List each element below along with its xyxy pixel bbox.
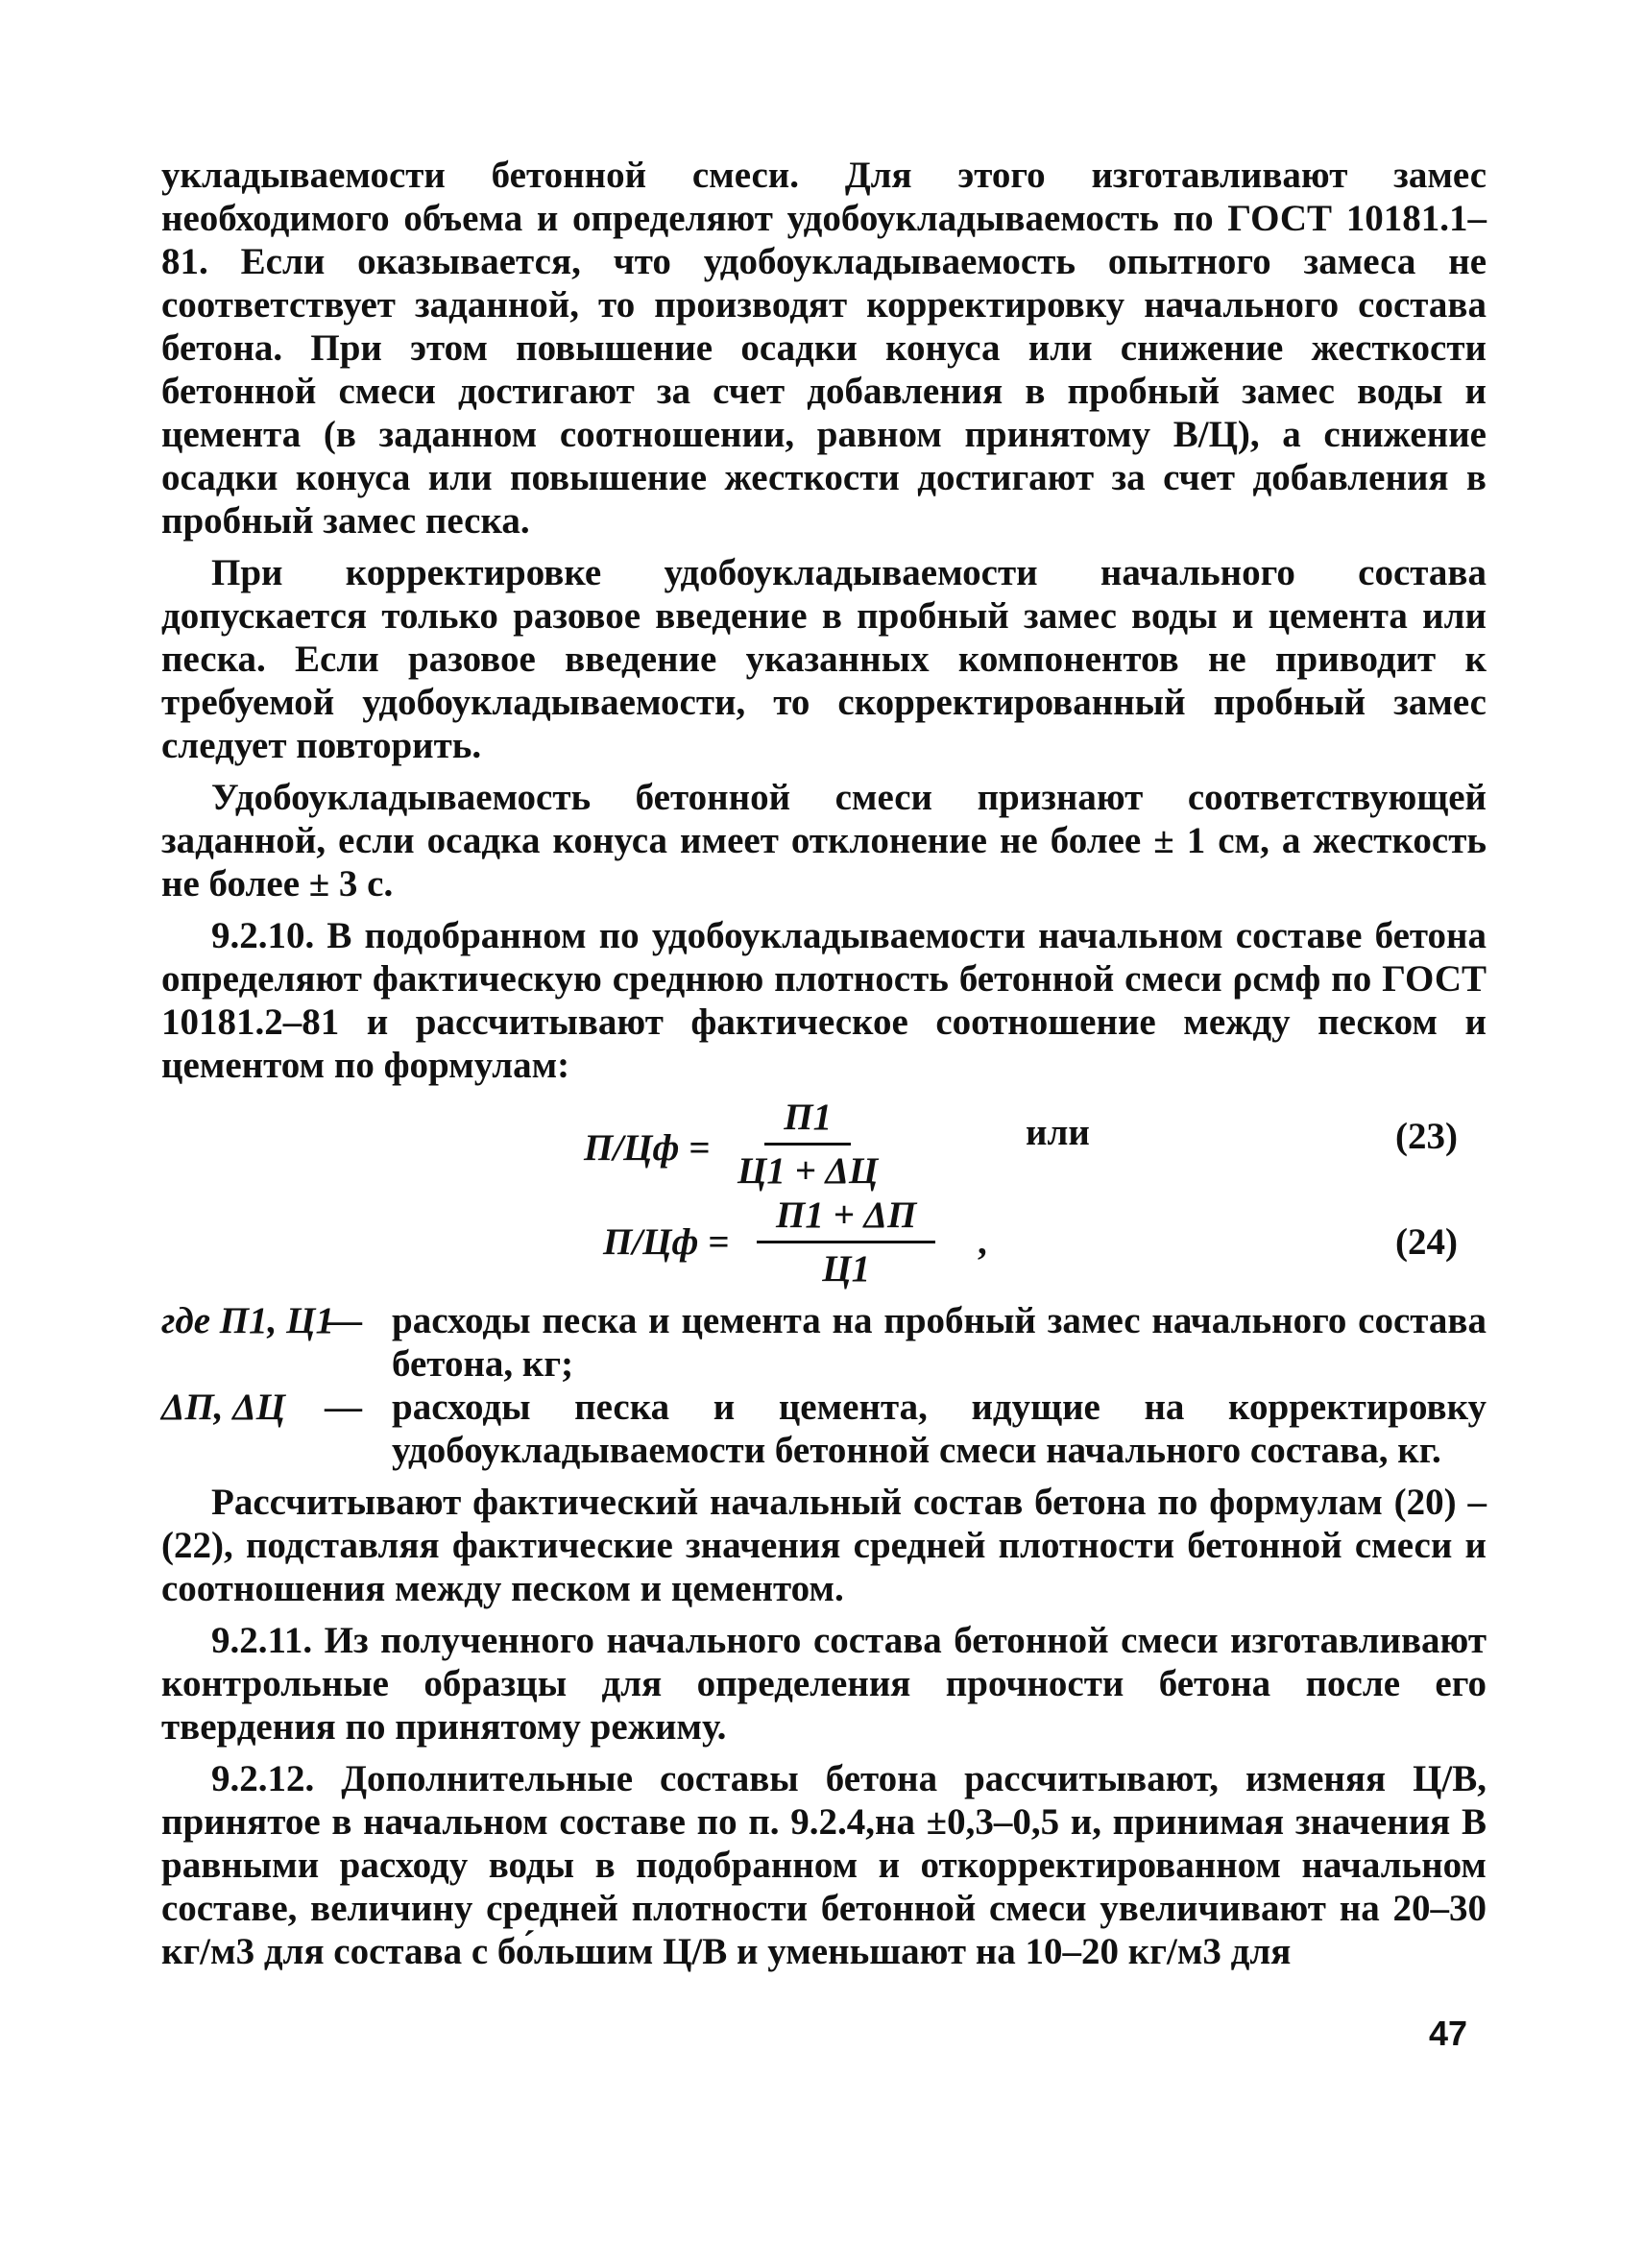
paragraph-7: 9.2.12. Дополнительные составы бетона рассчитывают, изменяя Ц/В, принятое в начальном составе по п. 9.2.4,на ±0,3–0,5 и, принимая значения В равными расходу воды в подобранном и откорректированном начальном составе, величину средней плотности бетонной смеси увеличивают на 20–30 кг/м3 для состава с бо́льшим Ц/В и уменьшают на 10–20 кг/м3 для: [161, 1758, 1487, 1972]
paragraph-4: 9.2.10. В подобранном по удобоукладываемости начальном составе бетона определяют фактическую среднюю плотность бетонной смеси ρсмф по ГОСТ 10181.2–81 и рассчитывают фактическое соотношение между песком и цементом по формулам:: [161, 915, 1487, 1086]
definition-1-symbol: где П1, Ц1: [161, 1300, 334, 1341]
formula-23-number: (23): [1395, 1116, 1458, 1157]
definition-1-dash: —: [325, 1300, 362, 1341]
formula-24-numerator: П1 + ΔП: [757, 1194, 935, 1243]
definition-1-text: расходы песка и цемента на пробный замес начального состава бетона, кг;: [392, 1300, 1487, 1385]
definitions-list: [161, 1299, 1487, 1472]
definition-2-text: расходы песка и цемента, идущие на корректировку удобоукладываемости бетонной смеси начального состава, кг.: [392, 1387, 1487, 1471]
definition-2-dash: —: [325, 1387, 362, 1428]
formula-23-denominator: Ц1 + ΔЦ: [737, 1150, 879, 1192]
formula-24: [161, 1194, 1487, 1291]
paragraph-6: 9.2.11. Из полученного начального состава бетонной смеси изготавливают контрольные образцы для определения прочности бетона после его твердения по принятому режиму.: [161, 1620, 1487, 1748]
paragraph-3: Удобоукладываемость бетонной смеси признают соответствующей заданной, если осадка конуса имеет отклонение не более ± 1 см, а жесткость не более ± 3 с.: [161, 777, 1487, 905]
formula-24-comma: ,: [978, 1221, 987, 1263]
formula-23: [161, 1096, 1487, 1194]
page-body: [161, 154, 1487, 1982]
definition-2-symbol: ΔП, ΔЦ: [161, 1387, 286, 1428]
formula-23-word: или: [1026, 1112, 1090, 1153]
formula-24-number: (24): [1395, 1221, 1458, 1263]
formula-23-numerator: П1: [764, 1096, 851, 1146]
formula-23-fraction: [737, 1096, 878, 1193]
page-number: 47: [1429, 2014, 1468, 2053]
paragraph-5: Рассчитывают фактический начальный состав бетона по формулам (20) – (22), подставляя фактические значения средней плотности бетонной смеси и соотношения между песком и цементом.: [161, 1482, 1487, 1609]
formula-24-lhs: П/Цф =: [603, 1221, 730, 1263]
paragraph-2: При корректировке удобоукладываемости начального состава допускается только разовое введение в пробный замес воды и цемента или песка. Если разовое введение указанных компонентов не приводит к требуемой удобоукладываемости, то скорректированный пробный замес следует повторить.: [161, 552, 1487, 766]
formula-24-fraction: [757, 1194, 935, 1291]
formula-24-denominator: Ц1: [822, 1248, 871, 1290]
formula-23-lhs: П/Цф =: [584, 1127, 711, 1169]
paragraph-1: укладываемости бетонной смеси. Для этого изготавливают замес необходимого объема и определяют удобоукладываемость по ГОСТ 10181.1–81. Если оказывается, что удобоукладываемость опытного замеса не соответствует заданной, то производят корректировку начального состава бетона. При этом повышение осадки конуса или снижение жесткости бетонной смеси достигают за счет добавления в пробный замес воды и цемента (в заданном соотношении, равном принятому В/Ц), а снижение осадки конуса или повышение жесткости достигают за счет добавления в пробный замес песка.: [161, 155, 1487, 542]
